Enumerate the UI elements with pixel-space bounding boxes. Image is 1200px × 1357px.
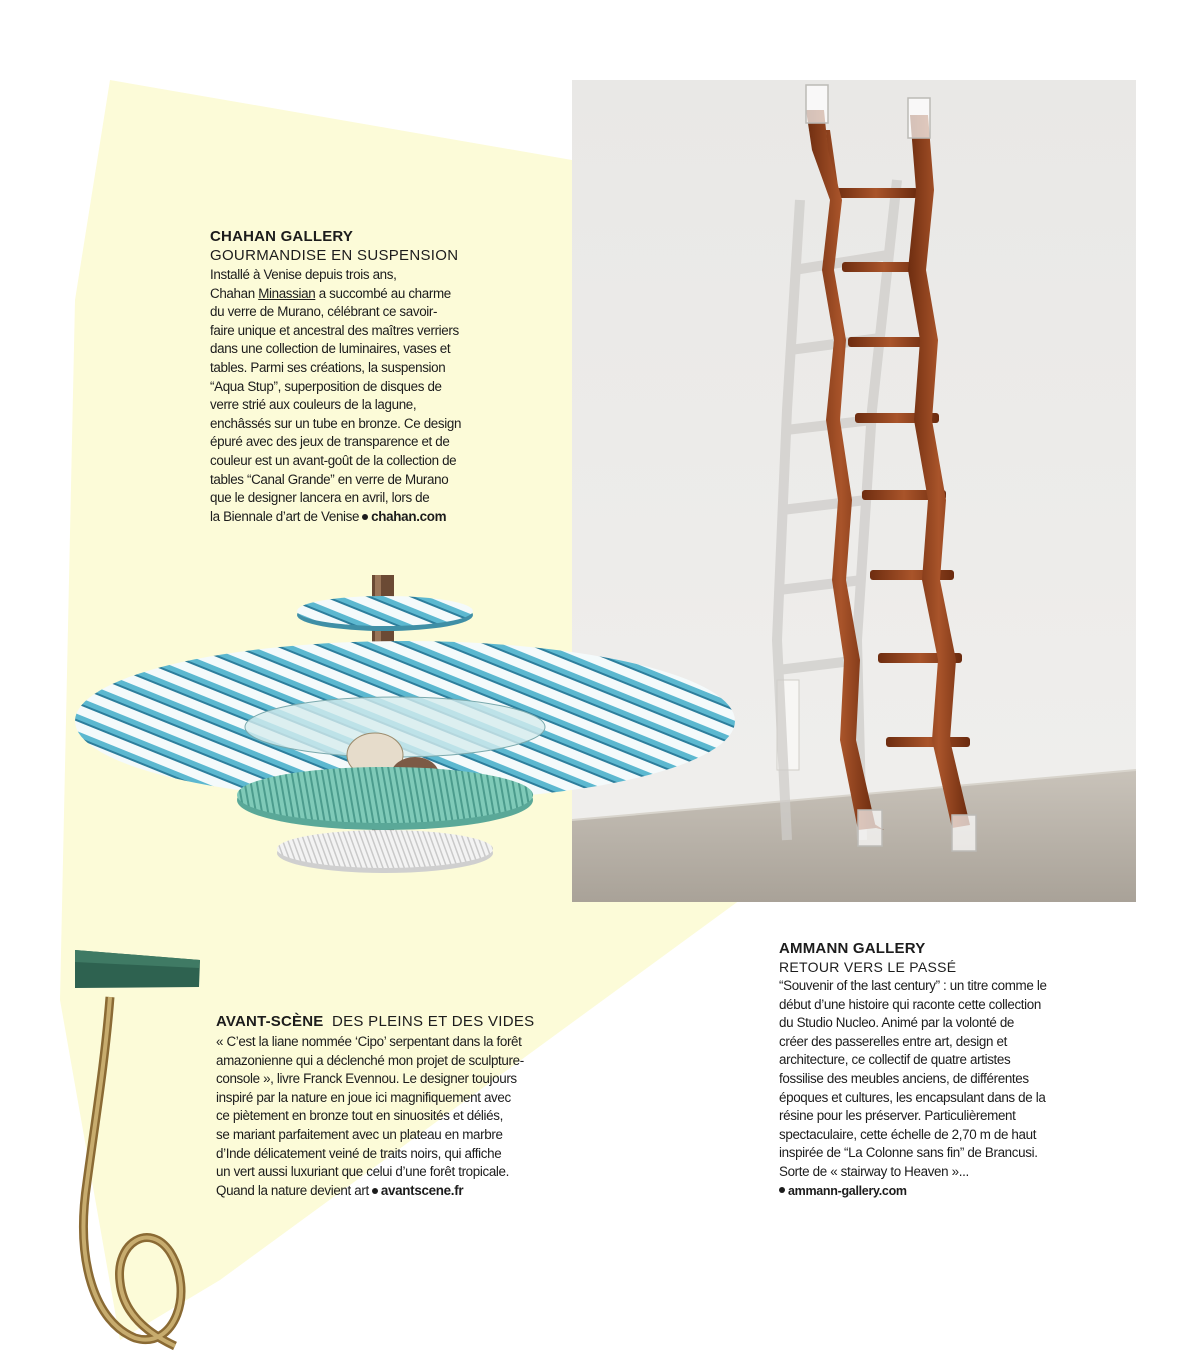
chahan-line: couleur est un avant-goût de la collection de [210, 452, 457, 468]
marble-table-photo [75, 942, 215, 1352]
ammann-line: du Studio Nucleo. Animé par la volonté de [779, 1015, 1015, 1031]
ammann-line: fossilise des meubles anciens, de différentes [779, 1070, 1029, 1086]
chahan-line: enchâssés sur un tube en bronze. Ce design [210, 415, 462, 431]
chahan-line-part: la Biennale d’art de Venise [210, 508, 360, 524]
ammann-line: Sorte de « stairway to Heaven »... [779, 1163, 969, 1179]
ammann-line: spectaculaire, cette échelle de 2,70 m de haut [779, 1126, 1037, 1142]
avant-scene-line: amazonienne qui a déclenché mon projet de sculpture- [216, 1052, 524, 1068]
chahan-line: épuré avec des jeux de transparence et de [210, 434, 450, 450]
bullet-icon [362, 514, 368, 520]
chahan-line: Installé à Venise depuis trois ans, [210, 267, 397, 282]
ammann-line: architecture, ce collectif de quatre artistes [779, 1052, 1011, 1068]
bullet-icon [779, 1187, 785, 1193]
ammann-gallery-heading: AMMANN GALLERY [779, 940, 926, 957]
chahan-article [210, 228, 510, 526]
ammann-article [779, 940, 1079, 1200]
avant-scene-line [216, 1182, 561, 1201]
chahan-line: tables. Parmi ses créations, la suspension [210, 359, 446, 375]
chahan-line [210, 285, 510, 304]
ammann-subtitle: RETOUR VERS LE PASSÉ [779, 959, 957, 975]
ammann-website-link[interactable]: ammann-gallery.com [788, 1183, 907, 1198]
chahan-line: que le designer lancera en avril, lors de [210, 490, 430, 506]
ammann-line: inspirée de “La Colonne sans fin” de Brancusi. [779, 1145, 1038, 1161]
ammann-line: résine pour les préserver. Particulièrement [779, 1108, 1016, 1124]
chahan-subtitle: GOURMANDISE EN SUSPENSION [210, 247, 459, 264]
chandelier-photo [75, 575, 735, 875]
chahan-line-part: a succombé au charme [315, 285, 451, 301]
avant-scene-line: console », livre Franck Evennou. Le designer toujours [216, 1071, 517, 1087]
avant-scene-subtitle: DES PLEINS ET DES VIDES [331, 1013, 535, 1030]
avant-scene-line: d’Inde délicatement veiné de traits noirs, qui affiche [216, 1145, 502, 1161]
ammann-line: créer des passerelles entre art, design et [779, 1033, 1007, 1049]
chahan-body [210, 266, 510, 526]
avant-scene-article [216, 1013, 561, 1200]
chahan-gallery-heading: CHAHAN GALLERY [210, 228, 354, 245]
avant-scene-line: « C’est la liane nommée ‘Cipo’ serpentant dans la forêt [216, 1034, 522, 1049]
chahan-line: dans une collection de luminaires, vases et [210, 341, 451, 357]
chahan-line: faire unique et ancestral des maîtres verriers [210, 322, 459, 338]
chahan-line: verre strié aux couleurs de la lagune, [210, 397, 417, 413]
chahan-line [210, 508, 510, 527]
chahan-line: “Aqua Stup”, superposition de disques de [210, 378, 442, 394]
chahan-line: du verre de Murano, célébrant ce savoir- [210, 304, 438, 320]
bullet-icon [372, 1188, 378, 1194]
chahan-line: tables “Canal Grande” en verre de Murano [210, 471, 449, 487]
designer-name: Minassian [258, 285, 316, 301]
avant-scene-line-part: Quand la nature devient art [216, 1182, 369, 1198]
ammann-line: début d’une histoire qui raconte cette collection [779, 996, 1042, 1012]
ammann-line: “Souvenir of the last century” : un titre comme le [779, 978, 1047, 993]
avant-scene-header [216, 1013, 561, 1031]
avant-scene-heading: AVANT-SCÈNE [216, 1013, 324, 1030]
chahan-website-link[interactable]: chahan.com [371, 508, 447, 524]
avant-scene-line: se mariant parfaitement avec un plateau en marbre [216, 1126, 503, 1142]
ammann-line: époques et cultures, les encapsulant dans de la [779, 1089, 1046, 1105]
chahan-line-part: Chahan [210, 285, 259, 301]
ammann-line [779, 1182, 1079, 1201]
ammann-body [779, 977, 1079, 1200]
avant-scene-line: un vert aussi luxuriant que celui d’une forêt tropicale. [216, 1164, 510, 1180]
avant-scene-website-link[interactable]: avantscene.fr [380, 1182, 464, 1198]
avant-scene-body [216, 1033, 561, 1200]
avant-scene-line: ce piètement en bronze tout en sinuosités et déliés, [216, 1108, 503, 1124]
avant-scene-line: inspiré par la nature en joue ici magnifiquement avec [216, 1089, 511, 1105]
